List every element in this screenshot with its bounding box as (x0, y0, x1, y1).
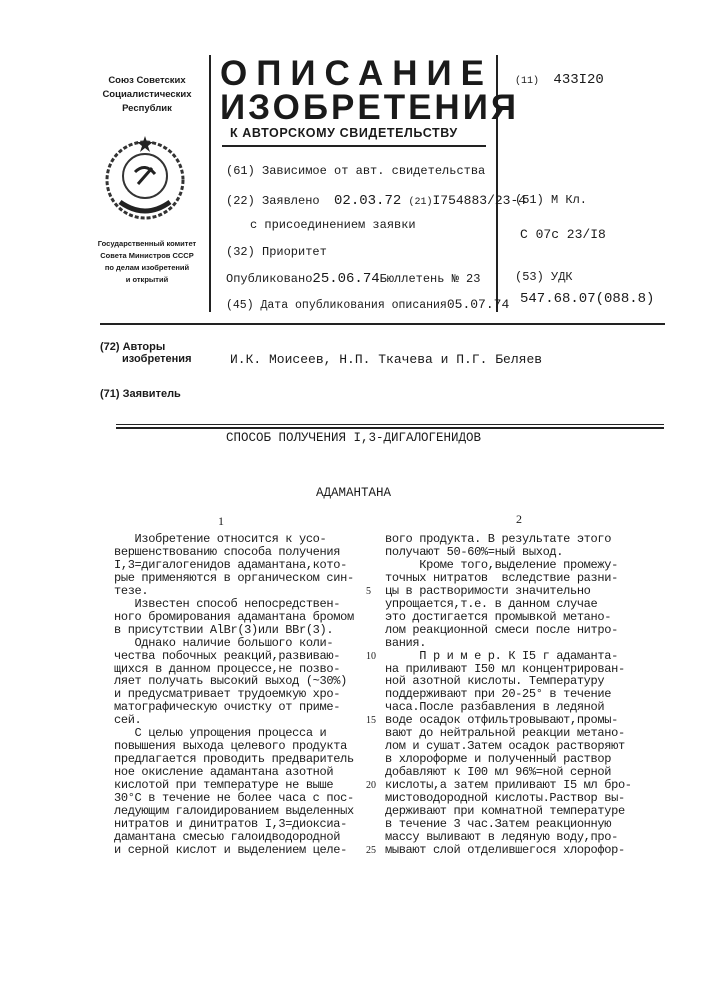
authors-names: И.К. Моисеев, Н.П. Ткачева и П.Г. Беляев (230, 352, 542, 367)
text-line: поддерживают при 20-25° в течение (385, 688, 632, 701)
separator (116, 424, 664, 425)
published-field (226, 271, 480, 287)
text-line: I,3=дигалогенидов адамантана,кото- (114, 559, 354, 572)
organization-name (92, 74, 202, 116)
text-line: это достигается промывкой метано- (385, 611, 632, 624)
field-label: Опубликовано (226, 272, 312, 286)
line-number: 10 (366, 651, 376, 662)
text-line: вают до нейтральной реакции метано- (385, 727, 632, 740)
column-number-1: 1 (218, 514, 224, 529)
org-line: Социалистических (92, 88, 202, 102)
separator (100, 323, 665, 325)
line-number: 5 (366, 586, 371, 597)
text-line: и серной кислот и выделением целе- (114, 844, 354, 857)
text-line: цы в растворимости значительно (385, 585, 632, 598)
description-date: 05.07.74 (447, 297, 509, 312)
org-line: по делам изобретений (88, 262, 206, 274)
text-line: точных нитратов вследствие разни- (385, 572, 632, 585)
field-45 (226, 297, 509, 312)
field-53-label: (53) УДК (515, 270, 573, 284)
text-line: лом и сушат.Затем осадок растворяют (385, 740, 632, 753)
text-line: воде осадок отфильтровывают,промы- (385, 714, 632, 727)
text-line: дамантана смесью галоидводородной (114, 831, 354, 844)
text-line: Известен способ непосредствен- (114, 598, 354, 611)
text-line: 30°С в течение не более часа с пос- (114, 792, 354, 805)
text-line: матографическую очистку от приме- (114, 701, 354, 714)
document-title-2: АДАМАНТАНА (0, 486, 707, 500)
org-line: Союз Советских (92, 74, 202, 88)
text-line: ляет получать высокий выход (~30%) (114, 675, 354, 688)
text-line: тезе. (114, 585, 354, 598)
text-line: мистоводородной кислоты.Раствор вы- (385, 792, 632, 805)
text-line: на приливают I50 мл концентрирован- (385, 663, 632, 676)
text-line: ного бромирования адамантана бромом (114, 611, 354, 624)
label-line: (72) Авторы (100, 341, 192, 353)
text-line: мывают слой отделившегося хлорофор- (385, 844, 632, 857)
subtitle-underline (222, 145, 486, 147)
document-title: СПОСОБ ПОЛУЧЕНИЯ I,3-ДИГАЛОГЕНИДОВ (0, 431, 707, 445)
field-label: (45) Дата опубликования описания (226, 299, 447, 312)
text-line: вания. (385, 637, 632, 650)
text-line: ное окисление адамантана азотной (114, 766, 354, 779)
text-line: массу выливают в ледяную воду,про- (385, 831, 632, 844)
text-line: вершенствованию способа получения (114, 546, 354, 559)
org-line: Государственный комитет (88, 238, 206, 250)
column-number-2: 2 (516, 512, 522, 527)
title-line-2: ИЗОБРЕТЕНИЯ (220, 91, 519, 125)
text-line: кислоты,а затем приливают I5 мл бро- (385, 779, 632, 792)
patent-number (515, 72, 604, 88)
text-line: часа.После разбавления в ледяной (385, 701, 632, 714)
text-line: П р и м е р. К I5 г адаманта- (385, 650, 632, 663)
text-line: вого продукта. В результате этого (385, 533, 632, 546)
text-line: в хлороформе и полученный раствор (385, 753, 632, 766)
text-line: Кроме того,выделение промежу- (385, 559, 632, 572)
bulletin: Бюллетень № 23 (380, 272, 481, 286)
field-61: (61) Зависимое от авт. свидетельства (226, 164, 485, 178)
text-line: лом реакционной смеси после нитро- (385, 624, 632, 637)
title-line-1: ОПИСАНИЕ (220, 57, 493, 91)
org-line: и открытий (88, 274, 206, 286)
field-32: (32) Приоритет (226, 245, 327, 259)
patent-number-value: 433I20 (553, 72, 603, 88)
text-line: ледующим галоидированием выделенных (114, 805, 354, 818)
text-line: ной азотной кислоты. Температуру (385, 675, 632, 688)
text-column-right (385, 533, 632, 857)
text-line: С целью упрощения процесса и (114, 727, 354, 740)
text-line: Изобретение относится к усо- (114, 533, 354, 546)
ussr-emblem-icon (100, 132, 190, 222)
label-line: изобретения (100, 353, 192, 365)
field-label: (21) (408, 197, 432, 208)
text-line: добавляют к I00 мл 96%=ной серной (385, 766, 632, 779)
classification: С 07с 23/I8 (520, 227, 606, 242)
text-line: кислотой при температуре не выше (114, 779, 354, 792)
text-line: упрощается,т.е. в данном случае (385, 598, 632, 611)
text-line: сей. (114, 714, 354, 727)
line-number: 20 (366, 780, 376, 791)
committee-name (88, 238, 206, 286)
line-number: 25 (366, 845, 376, 856)
attachment-note: с присоединением заявки (250, 218, 416, 232)
udc-value: 547.68.07(088.8) (520, 291, 654, 307)
application-number: I754883/23-4 (432, 193, 526, 208)
text-line: держивают при комнатной температуре (385, 805, 632, 818)
line-number: 15 (366, 715, 376, 726)
applicant-label: (71) Заявитель (100, 388, 181, 400)
subtitle: К АВТОРСКОМУ СВИДЕТЕЛЬСТВУ (230, 126, 458, 140)
text-line: в течение 3 час.Затем реакционную (385, 818, 632, 831)
field-22 (226, 193, 526, 209)
field-51-label: (51) М Кл. (515, 193, 587, 207)
text-line: чества побочных реакций,развиваю- (114, 650, 354, 663)
divider (209, 55, 211, 312)
text-line: предлагается проводить предваритель (114, 753, 354, 766)
field-label: (22) Заявлено (226, 194, 320, 208)
text-column-left (114, 533, 354, 857)
org-line: Республик (92, 102, 202, 116)
field-label: (11) (515, 76, 539, 87)
org-line: Совета Министров СССР (88, 250, 206, 262)
filed-date: 02.03.72 (334, 193, 401, 209)
published-date: 25.06.74 (312, 271, 379, 287)
text-line: и предусматривает трудоемкую хро- (114, 688, 354, 701)
text-line: повышения выхода целевого продукта (114, 740, 354, 753)
text-line: получают 50-60%=ный выход. (385, 546, 632, 559)
text-line: рые применяются в органическом син- (114, 572, 354, 585)
text-line: щихся в данном процессе,не позво- (114, 663, 354, 676)
text-line: нитратов и динитратов I,3=диоксиа- (114, 818, 354, 831)
authors-label (100, 341, 192, 365)
text-line: в присутствии AlBr(3)или BBr(3). (114, 624, 354, 637)
separator (116, 427, 664, 429)
text-line: Однако наличие большого коли- (114, 637, 354, 650)
